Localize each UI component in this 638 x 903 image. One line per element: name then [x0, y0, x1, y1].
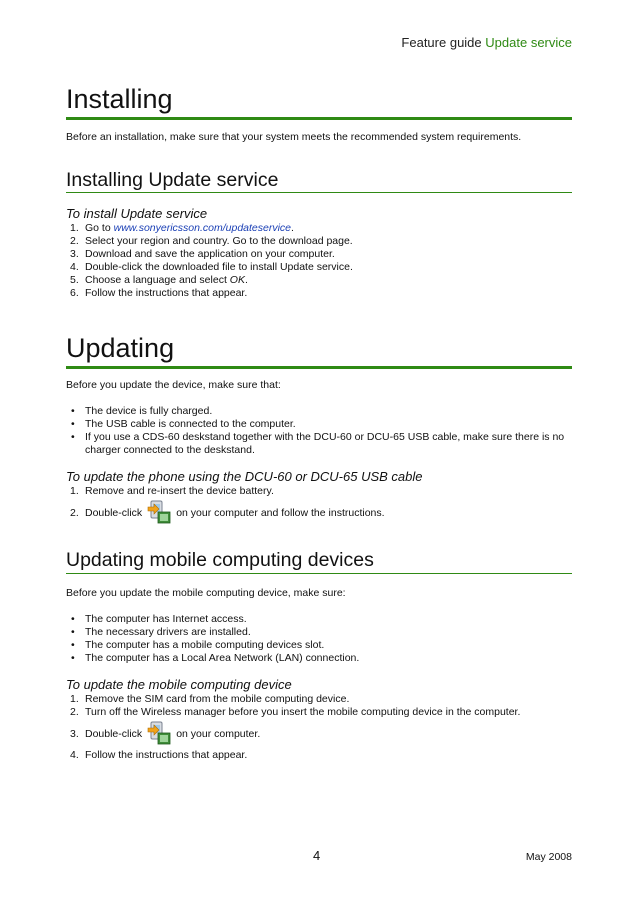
running-header — [401, 35, 572, 50]
updating-intro: Before you update the device, make sure that: — [66, 379, 281, 391]
list-item: • The computer has a Local Area Network (LAN) connection. — [71, 652, 360, 664]
updating-rule — [66, 366, 572, 369]
update-phone-steps — [66, 485, 572, 528]
list-item: 1. Remove the SIM card from the mobile computing device. — [70, 693, 350, 705]
list-item: 4. Follow the instructions that appear. — [70, 749, 248, 761]
list-item: 3. Download and save the application on your computer. — [70, 248, 335, 260]
list-item: • The necessary drivers are installed. — [71, 626, 251, 638]
header-highlight: Update service — [485, 35, 572, 50]
installing-intro: Before an installation, make sure that your system meets the recommended system requirements. — [66, 131, 522, 143]
mobile-checklist — [66, 613, 572, 665]
mobile-rule — [66, 573, 572, 574]
updating-checklist — [66, 405, 572, 457]
mobile-intro: Before you update the mobile computing device, make sure: — [66, 587, 346, 599]
list-item: 2. Select your region and country. Go to the download page. — [70, 235, 353, 247]
update-service-link[interactable]: www.sonyericsson.com/updateservice — [113, 222, 292, 234]
update-mobile-steps — [66, 693, 572, 762]
installing-update-heading: Installing Update service — [66, 169, 279, 191]
list-item: • If you use a CDS-60 deskstand together with the DCU-60 or DCU-65 USB cable, make sure there is no charger connected to the deskstand. — [71, 431, 565, 456]
list-item: 2. Turn off the Wireless manager before you insert the mobile computing device in the computer. — [70, 706, 521, 718]
update-mobile-subheading: To update the mobile computing device — [66, 677, 292, 692]
list-item: 1. Remove and re-insert the device battery. — [70, 485, 274, 497]
list-item: 1. Go to www.sonyericsson.com/updateservice. — [70, 222, 294, 234]
update-service-icon — [146, 719, 172, 745]
list-item: 5. Choose a language and select OK. — [70, 274, 248, 286]
list-item: • The USB cable is connected to the computer. — [71, 418, 296, 430]
list-item: 4. Double-click the downloaded file to install Update service. — [70, 261, 353, 273]
installing-heading: Installing — [66, 84, 173, 114]
mobile-heading: Updating mobile computing devices — [66, 549, 374, 571]
page-number: 4 — [313, 848, 321, 863]
list-item: • The computer has a mobile computing devices slot. — [71, 639, 325, 651]
update-service-icon — [146, 498, 172, 524]
installing-update-rule — [66, 192, 572, 193]
install-steps — [66, 222, 572, 300]
list-item: 6. Follow the instructions that appear. — [70, 287, 248, 299]
updating-heading: Updating — [66, 333, 175, 363]
list-item: • The device is fully charged. — [71, 405, 213, 417]
list-item: 2. Double-click on your computer and follow the instructions. — [66, 498, 572, 528]
list-item: • The computer has Internet access. — [71, 613, 247, 625]
header-prefix: Feature guide — [401, 35, 482, 50]
install-subheading: To install Update service — [66, 206, 208, 221]
list-item: 3. Double-click on your computer. — [66, 719, 572, 749]
update-phone-subheading: To update the phone using the DCU-60 or DCU-65 USB cable — [66, 469, 423, 484]
installing-rule — [66, 117, 572, 120]
footer-date: May 2008 — [525, 851, 572, 863]
